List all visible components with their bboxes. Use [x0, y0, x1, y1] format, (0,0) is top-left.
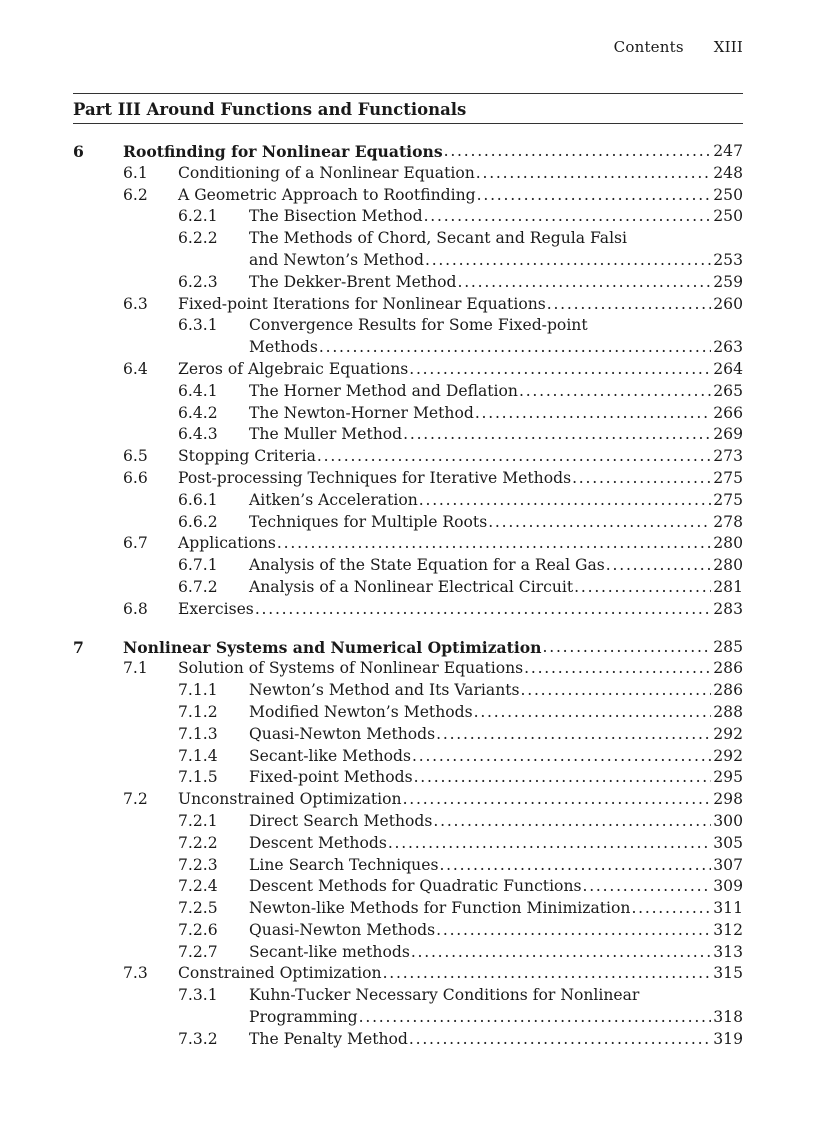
toc-page-number: 260	[713, 294, 743, 313]
toc-subsection[interactable]	[73, 228, 743, 250]
dot-leader	[436, 920, 711, 942]
toc-number: 6.8	[123, 599, 148, 618]
toc-number: 7.3	[123, 964, 148, 983]
toc-title: Solution of Systems of Nonlinear Equations	[178, 658, 524, 680]
toc-number: 6.7	[123, 534, 148, 553]
dot-leader	[572, 468, 711, 490]
toc-page-number: 273	[713, 447, 743, 466]
toc-number: 7.3.2	[178, 1029, 218, 1048]
toc-page-number: 315	[713, 964, 743, 983]
toc-title: Analysis of the State Equation for a Real Gas	[249, 555, 606, 577]
toc-page-number: 305	[713, 833, 743, 852]
toc-section[interactable]	[73, 163, 743, 185]
dot-leader	[583, 876, 712, 898]
toc-page-number: 247	[713, 142, 743, 160]
toc-title: Exercises	[178, 599, 255, 621]
toc-title: Post-processing Techniques for Iterative Methods	[178, 468, 572, 490]
toc-page-number: 312	[713, 920, 743, 939]
dot-leader	[277, 533, 711, 555]
toc-title: Unconstrained Optimization	[178, 789, 403, 811]
toc-number: 7.2.1	[178, 811, 218, 830]
dot-leader	[359, 1007, 712, 1029]
dot-leader	[474, 702, 712, 724]
toc-number: 7.2	[123, 790, 148, 809]
toc-number: 6.2.1	[178, 207, 218, 226]
toc-number: 6.7.2	[178, 577, 218, 596]
toc-title: Newton’s Method and Its Variants	[249, 680, 521, 702]
toc-subsection[interactable]	[73, 767, 743, 789]
toc-subsection[interactable]	[73, 702, 743, 724]
toc-title: A Geometric Approach to Rootfinding	[178, 185, 477, 207]
toc-title: Line Search Techniques	[249, 855, 439, 877]
toc-title: Fixed-point Iterations for Nonlinear Equations	[178, 294, 547, 316]
toc-subsection[interactable]	[73, 272, 743, 294]
dot-leader	[411, 942, 711, 964]
toc-number: 6.4.1	[178, 381, 218, 400]
toc-number: 7.2.3	[178, 855, 218, 874]
dot-leader	[433, 811, 711, 833]
toc-subsection[interactable]	[73, 577, 743, 599]
toc-page-number: 259	[713, 272, 743, 291]
toc-subsection[interactable]	[73, 811, 743, 833]
toc-section[interactable]	[73, 446, 743, 468]
toc-page-number: 278	[713, 512, 743, 531]
toc-page-number: 292	[713, 724, 743, 743]
dot-leader	[521, 680, 712, 702]
dot-leader	[412, 746, 711, 768]
toc-continuation[interactable]	[73, 250, 743, 272]
toc-number: 7.3.1	[178, 986, 218, 1005]
dot-leader	[458, 272, 712, 294]
toc-title: Secant-like methods	[249, 942, 411, 964]
toc-number: 7.1.4	[178, 746, 218, 765]
toc-subsection[interactable]	[73, 855, 743, 877]
toc-page-number: 250	[713, 185, 743, 204]
toc-subsection[interactable]	[73, 403, 743, 425]
toc-page-number: 280	[713, 556, 743, 575]
header-page-number: XIII	[713, 38, 743, 56]
toc-title: Analysis of a Nonlinear Electrical Circuit	[249, 577, 574, 599]
dot-leader	[425, 250, 711, 272]
toc-page-number: 283	[713, 599, 743, 618]
toc-page-number: 253	[713, 250, 743, 269]
toc-subsection[interactable]	[73, 1029, 743, 1051]
toc-title: Programming	[249, 1007, 359, 1029]
toc-page-number: 295	[713, 768, 743, 787]
dot-leader	[477, 185, 712, 207]
toc-page-number: 265	[713, 381, 743, 400]
toc-continuation[interactable]	[73, 337, 743, 359]
part-title: Part III Around Functions and Functionals	[73, 93, 743, 124]
toc-number: 7.1	[123, 659, 148, 678]
toc-title: Quasi-Newton Methods	[249, 724, 436, 746]
toc-page-number: 275	[713, 490, 743, 509]
running-header	[614, 38, 743, 56]
toc-number: 7.1.2	[178, 702, 218, 721]
toc-title: Nonlinear Systems and Numerical Optimization	[123, 637, 542, 657]
toc-section[interactable]	[73, 294, 743, 316]
dot-leader	[255, 599, 711, 621]
toc-number: 6.4	[123, 359, 148, 378]
toc-page-number: 288	[713, 702, 743, 721]
toc-page-number: 280	[713, 534, 743, 553]
toc-subsection[interactable]	[73, 746, 743, 768]
dot-leader	[409, 359, 711, 381]
toc-number: 7.1.1	[178, 681, 218, 700]
toc-subsection[interactable]	[73, 555, 743, 577]
toc-number: 7.2.5	[178, 899, 218, 918]
toc-number: 6.4.2	[178, 403, 218, 422]
toc-section[interactable]	[73, 963, 743, 985]
toc-title: The Muller Method	[249, 424, 403, 446]
toc-title: Newton-like Methods for Function Minimization	[249, 898, 631, 920]
toc-title: Stopping Criteria	[178, 446, 317, 468]
toc-title: Descent Methods	[249, 833, 388, 855]
toc-section[interactable]	[73, 658, 743, 680]
toc-number: 6.5	[123, 447, 148, 466]
toc-section[interactable]	[73, 533, 743, 555]
toc-page-number: 281	[713, 577, 743, 596]
dot-leader	[403, 424, 711, 446]
dot-leader	[409, 1029, 711, 1051]
dot-leader	[388, 833, 711, 855]
toc-chapter[interactable]	[73, 141, 743, 163]
dot-leader	[319, 337, 711, 359]
toc-subsection[interactable]	[73, 512, 743, 534]
toc-subsection[interactable]	[73, 833, 743, 855]
dot-leader	[414, 767, 712, 789]
toc-number: 7.2.2	[178, 833, 218, 852]
toc-subsection[interactable]	[73, 315, 743, 337]
toc-page-number: 264	[713, 359, 743, 378]
toc-number: 6.2	[123, 185, 148, 204]
toc-subsection[interactable]	[73, 724, 743, 746]
toc-number: 6.3.1	[178, 316, 218, 335]
dot-leader	[519, 381, 711, 403]
dot-leader	[436, 724, 711, 746]
toc-subsection[interactable]	[73, 490, 743, 512]
dot-leader	[547, 294, 711, 316]
toc-title: Modified Newton’s Methods	[249, 702, 474, 724]
toc-number: 6.4.3	[178, 425, 218, 444]
toc-title: The Penalty Method	[249, 1029, 409, 1051]
toc-subsection[interactable]	[73, 985, 743, 1007]
toc-page-number: 275	[713, 468, 743, 487]
toc-page-number: 266	[713, 403, 743, 422]
toc-number: 7	[73, 637, 84, 657]
dot-leader	[488, 512, 711, 534]
dot-leader	[439, 855, 711, 877]
toc-number: 7.2.4	[178, 877, 218, 896]
toc-page-number: 311	[713, 899, 743, 918]
toc-subsection[interactable]	[73, 942, 743, 964]
dot-leader	[524, 658, 711, 680]
toc-title: Rootfinding for Nonlinear Equations	[123, 142, 443, 161]
dot-leader	[631, 898, 711, 920]
toc-subsection[interactable]	[73, 876, 743, 898]
toc-number: 7.2.6	[178, 920, 218, 939]
toc-number: 6.2.3	[178, 272, 218, 291]
toc-title: Convergence Results for Some Fixed-point	[249, 315, 589, 337]
dot-leader	[444, 141, 712, 163]
toc-title: Quasi-Newton Methods	[249, 920, 436, 942]
toc-page-number: 286	[713, 659, 743, 678]
chapter-spacer	[73, 621, 743, 637]
toc-title: Methods	[249, 337, 319, 359]
table-of-contents	[73, 141, 743, 1051]
toc-section[interactable]	[73, 789, 743, 811]
toc-subsection[interactable]	[73, 381, 743, 403]
toc-page-number: 250	[713, 207, 743, 226]
dot-leader	[606, 555, 711, 577]
toc-number: 6.2.2	[178, 229, 218, 248]
toc-section[interactable]	[73, 359, 743, 381]
toc-title: Aitken’s Acceleration	[249, 490, 419, 512]
toc-page-number: 298	[713, 790, 743, 809]
toc-page-number: 285	[713, 637, 743, 656]
dot-leader	[476, 163, 711, 185]
toc-section[interactable]	[73, 468, 743, 490]
toc-subsection[interactable]	[73, 920, 743, 942]
toc-title: Constrained Optimization	[178, 963, 383, 985]
dot-leader	[574, 577, 711, 599]
toc-number: 6.3	[123, 294, 148, 313]
toc-section[interactable]	[73, 599, 743, 621]
toc-subsection[interactable]	[73, 898, 743, 920]
dot-leader	[424, 206, 712, 228]
toc-page-number: 319	[713, 1029, 743, 1048]
toc-subsection[interactable]	[73, 424, 743, 446]
toc-title: The Horner Method and Deflation	[249, 381, 519, 403]
toc-page-number: 300	[713, 811, 743, 830]
toc-page-number: 309	[713, 877, 743, 896]
toc-title: Applications	[178, 533, 277, 555]
dot-leader	[419, 490, 711, 512]
toc-section[interactable]	[73, 185, 743, 207]
toc-title: The Methods of Chord, Secant and Regula Falsi	[249, 228, 628, 250]
toc-page-number: 269	[713, 425, 743, 444]
toc-page-number: 263	[713, 338, 743, 357]
toc-subsection[interactable]	[73, 680, 743, 702]
toc-title: Techniques for Multiple Roots	[249, 512, 488, 534]
toc-title: Direct Search Methods	[249, 811, 433, 833]
toc-title: Zeros of Algebraic Equations	[178, 359, 409, 381]
dot-leader	[403, 789, 712, 811]
toc-number: 7.1.3	[178, 724, 218, 743]
toc-page-number: 248	[713, 163, 743, 182]
toc-number: 6.6	[123, 468, 148, 487]
toc-title: The Newton-Horner Method	[249, 403, 475, 425]
toc-title: and Newton’s Method	[249, 250, 425, 272]
toc-title: Fixed-point Methods	[249, 767, 414, 789]
toc-title: Kuhn-Tucker Necessary Conditions for Nonlinear	[249, 985, 640, 1007]
toc-chapter[interactable]	[73, 637, 743, 659]
toc-number: 6.6.2	[178, 512, 218, 531]
dot-leader	[383, 963, 712, 985]
toc-title: The Dekker-Brent Method	[249, 272, 458, 294]
toc-number: 6	[73, 142, 84, 161]
dot-leader	[475, 403, 711, 425]
toc-title: Secant-like Methods	[249, 746, 412, 768]
toc-title: Conditioning of a Nonlinear Equation	[178, 163, 476, 185]
toc-number: 6.1	[123, 163, 148, 182]
toc-page-number: 307	[713, 855, 743, 874]
toc-page-number: 313	[713, 942, 743, 961]
toc-number: 7.2.7	[178, 942, 218, 961]
header-section: Contents	[613, 38, 684, 56]
toc-number: 6.7.1	[178, 556, 218, 575]
toc-title: Descent Methods for Quadratic Functions	[249, 876, 583, 898]
toc-subsection[interactable]	[73, 206, 743, 228]
toc-number: 7.1.5	[178, 768, 218, 787]
dot-leader	[317, 446, 711, 468]
toc-page-number: 286	[713, 681, 743, 700]
toc-page-number: 318	[713, 1008, 743, 1027]
toc-continuation[interactable]	[73, 1007, 743, 1029]
toc-number: 6.6.1	[178, 490, 218, 509]
dot-leader	[543, 637, 712, 659]
toc-page-number: 292	[713, 746, 743, 765]
toc-title: The Bisection Method	[249, 206, 424, 228]
